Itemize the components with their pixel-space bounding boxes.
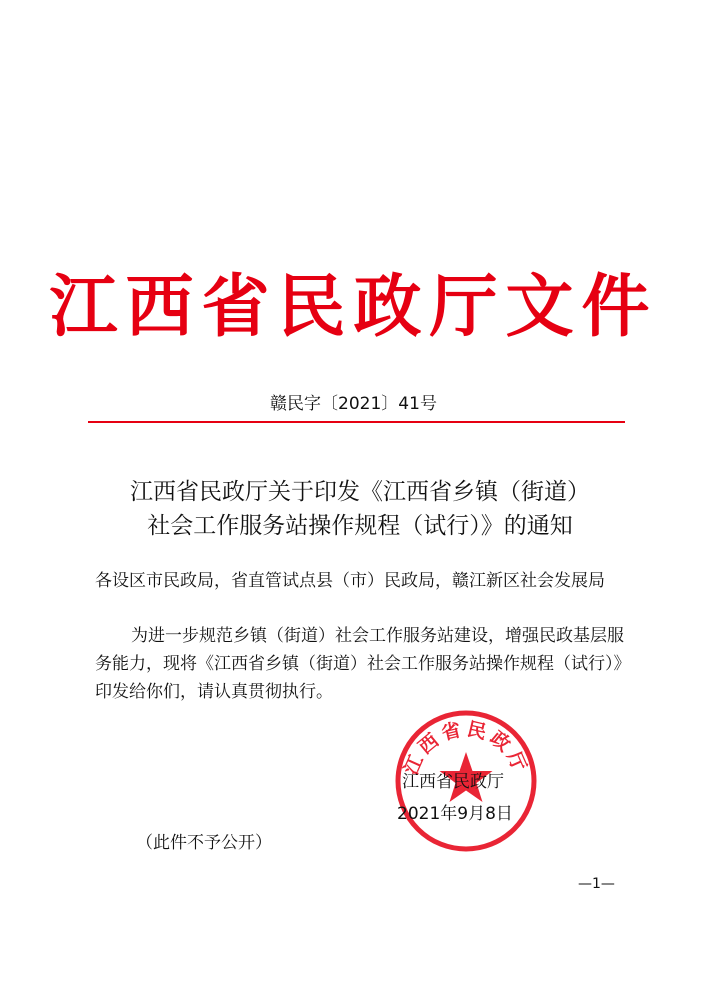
red-divider	[88, 421, 625, 423]
title-line-2: 社会工作服务站操作规程（试行）》的通知	[147, 513, 573, 539]
masthead-title: 江西省民政厅文件	[49, 267, 658, 347]
body-paragraph: 为进一步规范乡镇（街道）社会工作服务站建设，增强民政基层服务能力，现将《江西省乡镇（街道）社会工作服务站操作规程（试行）》印发给你们，请认真贯彻执行。	[95, 626, 624, 702]
issue-date: 2021年9月8日	[397, 804, 513, 824]
document-title	[80, 475, 640, 543]
page-number: —1—	[578, 876, 615, 892]
disclosure-note: （此件不予公开）	[136, 833, 272, 853]
seal-lettering: 江西省民政厅	[400, 718, 532, 779]
title-line-1: 江西省民政厅关于印发《江西省乡镇（街道）	[130, 479, 590, 505]
document-number: 赣民字〔2021〕41号	[270, 394, 437, 414]
addressee: 各设区市民政局，省直管试点县（市）民政局，赣江新区社会发展局	[95, 571, 605, 591]
issuer-name: 江西省民政厅	[402, 772, 504, 792]
